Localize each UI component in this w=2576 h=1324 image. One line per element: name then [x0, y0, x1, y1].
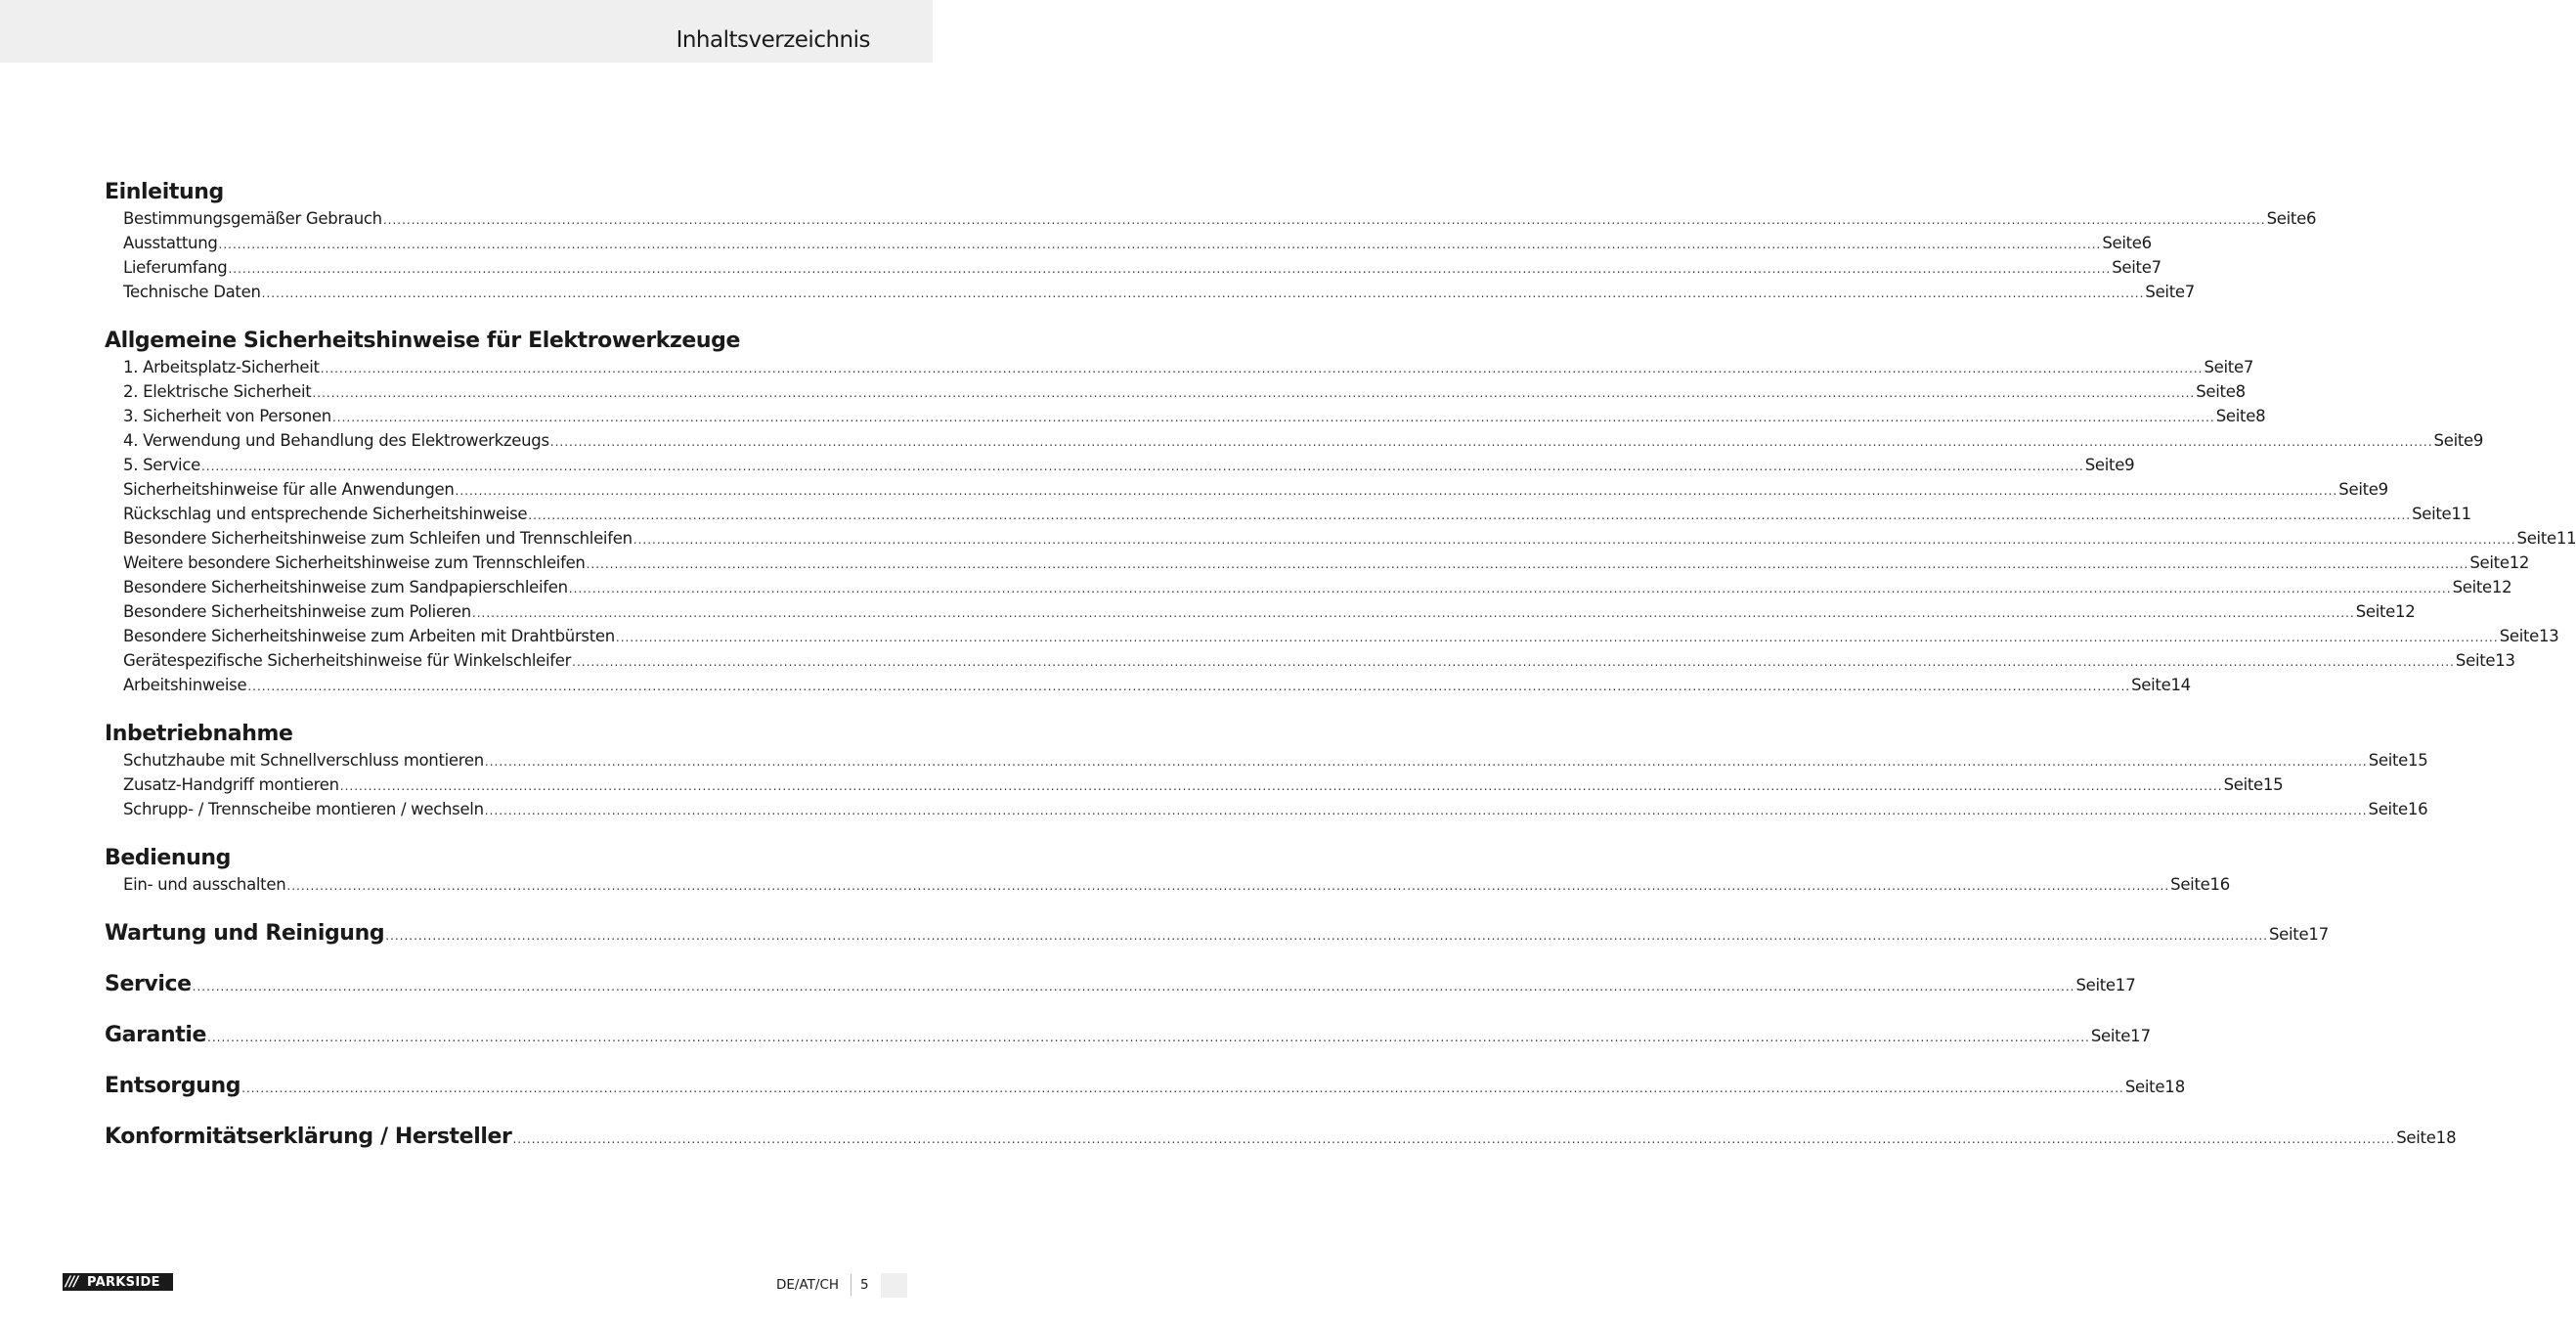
toc-entry-text: Lieferumfang: [123, 258, 228, 277]
toc-entry-text: Gerätespezifische Sicherheitshinweise für Winkelschleifer: [123, 651, 572, 670]
seite-label: Seite: [2090, 1027, 2131, 1045]
toc-page-number: 15: [2408, 751, 2428, 770]
seite-label: Seite: [2338, 480, 2379, 499]
toc-entry[interactable]: [105, 280, 2195, 304]
toc-entry-text: Sicherheitshinweise für alle Anwendungen: [123, 480, 455, 499]
dot-leader: ................................................................................................................................................................................................................................................................................................................................................................................................................: [528, 508, 2412, 522]
toc-page-number: 7: [2243, 358, 2254, 376]
seite-label: Seite: [2204, 358, 2244, 376]
toc-entry[interactable]: [105, 355, 2254, 379]
toc-section: [105, 845, 2230, 897]
toc-entry[interactable]: [105, 428, 2484, 453]
seite-label: Seite: [2266, 209, 2306, 228]
seite-label: Seite: [2215, 407, 2256, 425]
toc-section-title: Service: [105, 972, 192, 996]
seite-label: Seite: [2452, 578, 2492, 596]
toc-entry[interactable]: [105, 748, 2428, 772]
seite-label: Seite: [2469, 553, 2510, 572]
toc-page-number: 17: [2130, 1027, 2152, 1045]
toc-page-number: 6: [2305, 209, 2317, 228]
seite-label: Seite: [2102, 234, 2142, 252]
toc-section-title: Entsorgung: [105, 1074, 241, 1098]
dot-leader: ................................................................................................................................................................................................................................................................................................................................................................................................................: [312, 386, 2196, 400]
seite-label: Seite: [2075, 976, 2116, 994]
footer-language-codes: DE/AT/CH: [776, 1277, 840, 1293]
toc-entry-text: Besondere Sicherheitshinweise zum Sandpapierschleifen: [123, 578, 568, 596]
seite-label: Seite: [2124, 1078, 2165, 1096]
toc-entry[interactable]: [105, 599, 2416, 624]
toc-entry[interactable]: [105, 477, 2388, 502]
toc-entry[interactable]: [105, 772, 2284, 797]
toc-page-number: 8: [2235, 382, 2246, 401]
seite-label: Seite: [2368, 751, 2409, 770]
seite-label: Seite: [2084, 456, 2125, 474]
toc-section: [105, 721, 2428, 821]
toc-entry[interactable]: [105, 231, 2152, 255]
toc-section: [105, 920, 2330, 948]
toc-entry-text: Rückschlag und entsprechende Sicherheitshinweise: [123, 505, 528, 523]
dot-leader: ................................................................................................................................................................................................................................................................................................................................................................................................................: [455, 484, 2338, 498]
dot-leader: ................................................................................................................................................................................................................................................................................................................................................................................................................: [385, 929, 2268, 943]
seite-label: Seite: [2131, 676, 2171, 694]
seite-label: Seite: [2355, 602, 2396, 621]
toc-section-title: Inbetriebnahme: [105, 722, 293, 746]
toc-page-number: 12: [2509, 553, 2530, 572]
toc-page-number: 7: [2151, 258, 2161, 277]
dot-leader: ................................................................................................................................................................................................................................................................................................................................................................................................................: [218, 238, 2102, 251]
seite-label: Seite: [2516, 529, 2556, 548]
toc-entry[interactable]: [105, 673, 2191, 697]
toc-entry[interactable]: [105, 797, 2428, 821]
toc-page-number: 14: [2170, 676, 2191, 694]
dot-leader: ................................................................................................................................................................................................................................................................................................................................................................................................................: [615, 631, 2499, 644]
toc-entry[interactable]: [105, 648, 2515, 673]
toc-page-number: 12: [2491, 578, 2512, 596]
toc-section-title: Konformitätserklärung / Hersteller: [105, 1125, 512, 1149]
toc-entry-text: Besondere Sicherheitshinweise zum Schleifen und Trennschleifen: [123, 529, 633, 548]
toc-section-title: Wartung und Reinigung: [105, 921, 385, 946]
toc-heading-entry[interactable]: [105, 1124, 2457, 1151]
footer-grey-box: [881, 1273, 907, 1298]
dot-leader: ................................................................................................................................................................................................................................................................................................................................................................................................................: [192, 980, 2075, 993]
toc-page-number: 12: [2395, 602, 2416, 621]
seite-label: Seite: [2223, 775, 2263, 794]
toc-page-number: 9: [2378, 480, 2388, 499]
toc-entry-text: Ausstattung: [123, 234, 218, 252]
toc-section: [105, 1124, 2457, 1151]
toc-section-title: Garantie: [105, 1023, 207, 1047]
seite-label: Seite: [2396, 1128, 2436, 1147]
toc-entry[interactable]: [105, 379, 2246, 404]
seite-label: Seite: [2196, 382, 2236, 401]
page-title: Inhaltsverzeichnis: [676, 27, 870, 53]
toc-heading-entry[interactable]: [105, 1022, 2152, 1049]
seite-label: Seite: [2268, 925, 2309, 944]
toc-entry-text: Technische Daten: [123, 283, 261, 301]
toc-entry-text: Arbeitshinweise: [123, 676, 247, 694]
toc-entry[interactable]: [105, 526, 2576, 551]
dot-leader: ................................................................................................................................................................................................................................................................................................................................................................................................................: [549, 435, 2433, 449]
toc-entry-text: Bestimmungsgemäßer Gebrauch: [123, 209, 382, 228]
toc-entry-text: Schutzhaube mit Schnellverschluss montieren: [123, 751, 484, 770]
dot-leader: ................................................................................................................................................................................................................................................................................................................................................................................................................: [200, 460, 2084, 473]
table-of-contents: [105, 179, 2576, 1174]
toc-entry[interactable]: [105, 502, 2471, 526]
dot-leader: ................................................................................................................................................................................................................................................................................................................................................................................................................: [484, 755, 2368, 769]
toc-entry[interactable]: [105, 872, 2230, 897]
toc-entry[interactable]: [105, 453, 2135, 477]
toc-section: [105, 1073, 2186, 1100]
dot-leader: ................................................................................................................................................................................................................................................................................................................................................................................................................: [286, 879, 2170, 893]
logo-stripes: ///: [65, 1274, 78, 1290]
toc-entry-text: 1. Arbeitsplatz-Sicherheit: [123, 358, 320, 376]
dot-leader: ................................................................................................................................................................................................................................................................................................................................................................................................................: [247, 680, 2131, 693]
seite-label: Seite: [2170, 875, 2210, 894]
toc-heading-entry[interactable]: [105, 1073, 2186, 1100]
dot-leader: ................................................................................................................................................................................................................................................................................................................................................................................................................: [471, 606, 2355, 620]
dot-leader: ................................................................................................................................................................................................................................................................................................................................................................................................................: [382, 213, 2266, 227]
dot-leader: ................................................................................................................................................................................................................................................................................................................................................................................................................: [261, 287, 2145, 300]
seite-label: Seite: [2412, 505, 2452, 523]
toc-page-number: 17: [2308, 925, 2330, 944]
parkside-logo: [63, 1273, 173, 1291]
dot-leader: ................................................................................................................................................................................................................................................................................................................................................................................................................: [320, 362, 2204, 375]
dot-leader: ................................................................................................................................................................................................................................................................................................................................................................................................................: [331, 411, 2215, 424]
dot-leader: ................................................................................................................................................................................................................................................................................................................................................................................................................: [586, 557, 2469, 571]
toc-page-number: 8: [2255, 407, 2266, 425]
toc-page-number: 6: [2141, 234, 2152, 252]
dot-leader: ................................................................................................................................................................................................................................................................................................................................................................................................................: [484, 804, 2368, 817]
toc-entry-text: Zusatz-Handgriff montieren: [123, 775, 339, 794]
toc-entry-text: 4. Verwendung und Behandlung des Elektrowerkzeugs: [123, 431, 549, 450]
toc-entry[interactable]: [105, 255, 2161, 280]
seite-label: Seite: [2499, 627, 2540, 645]
dot-leader: ................................................................................................................................................................................................................................................................................................................................................................................................................: [207, 1031, 2090, 1044]
dot-leader: ................................................................................................................................................................................................................................................................................................................................................................................................................: [572, 655, 2455, 669]
toc-section: [105, 971, 2136, 998]
toc-entry-text: 3. Sicherheit von Personen: [123, 407, 331, 425]
toc-page-number: 16: [2407, 800, 2428, 818]
dot-leader: ................................................................................................................................................................................................................................................................................................................................................................................................................: [241, 1081, 2124, 1095]
toc-entry[interactable]: [105, 206, 2317, 231]
seite-label: Seite: [2455, 651, 2496, 670]
logo-text: PARKSIDE: [87, 1274, 160, 1290]
toc-entry-text: Besondere Sicherheitshinweise zum Arbeiten mit Drahtbürsten: [123, 627, 615, 645]
dot-leader: ................................................................................................................................................................................................................................................................................................................................................................................................................: [633, 533, 2516, 547]
toc-entry-text: 2. Elektrische Sicherheit: [123, 382, 312, 401]
footer-page-number: 5: [860, 1277, 869, 1293]
toc-entry-text: Weitere besondere Sicherheitshinweise zum Trennschleifen: [123, 553, 586, 572]
toc-entry[interactable]: [105, 551, 2530, 575]
toc-page-number: 13: [2539, 627, 2559, 645]
toc-page-number: 13: [2495, 651, 2515, 670]
toc-page-number: 18: [2164, 1078, 2186, 1096]
seite-label: Seite: [2145, 283, 2185, 301]
seite-label: Seite: [2112, 258, 2152, 277]
toc-page-number: 15: [2262, 775, 2284, 794]
dot-leader: ................................................................................................................................................................................................................................................................................................................................................................................................................: [512, 1132, 2396, 1146]
toc-section: [105, 179, 2317, 304]
dot-leader: ................................................................................................................................................................................................................................................................................................................................................................................................................: [568, 582, 2452, 596]
toc-section: [105, 1022, 2152, 1049]
toc-heading-entry[interactable]: [105, 920, 2330, 948]
dot-leader: ................................................................................................................................................................................................................................................................................................................................................................................................................: [339, 779, 2223, 793]
toc-page-number: 9: [2472, 431, 2484, 450]
toc-section-title: Allgemeine Sicherheitshinweise für Elektrowerkzeuge: [105, 329, 741, 353]
toc-page-number: 16: [2209, 875, 2230, 894]
toc-entry-text: Besondere Sicherheitshinweise zum Polieren: [123, 602, 471, 621]
toc-section-title: Bedienung: [105, 846, 232, 870]
toc-entry[interactable]: [105, 575, 2512, 599]
toc-entry-text: 5. Service: [123, 456, 200, 474]
dot-leader: ................................................................................................................................................................................................................................................................................................................................................................................................................: [228, 262, 2112, 276]
toc-page-number: 18: [2435, 1128, 2457, 1147]
toc-page-number: 11: [2451, 505, 2471, 523]
toc-section: [105, 328, 2576, 697]
toc-section-title: Einleitung: [105, 180, 224, 204]
toc-page-number: 17: [2115, 976, 2136, 994]
toc-page-number: 9: [2124, 456, 2135, 474]
seite-label: Seite: [2433, 431, 2473, 450]
toc-entry[interactable]: [105, 404, 2266, 428]
toc-page-number: 7: [2184, 283, 2195, 301]
toc-entry[interactable]: [105, 624, 2559, 648]
toc-entry-text: Schrupp- / Trennscheibe montieren / wechseln: [123, 800, 484, 818]
toc-entry-text: Ein- und ausschalten: [123, 875, 286, 894]
seite-label: Seite: [2368, 800, 2408, 818]
toc-heading-entry[interactable]: [105, 971, 2136, 998]
toc-page-number: 11: [2555, 529, 2576, 548]
